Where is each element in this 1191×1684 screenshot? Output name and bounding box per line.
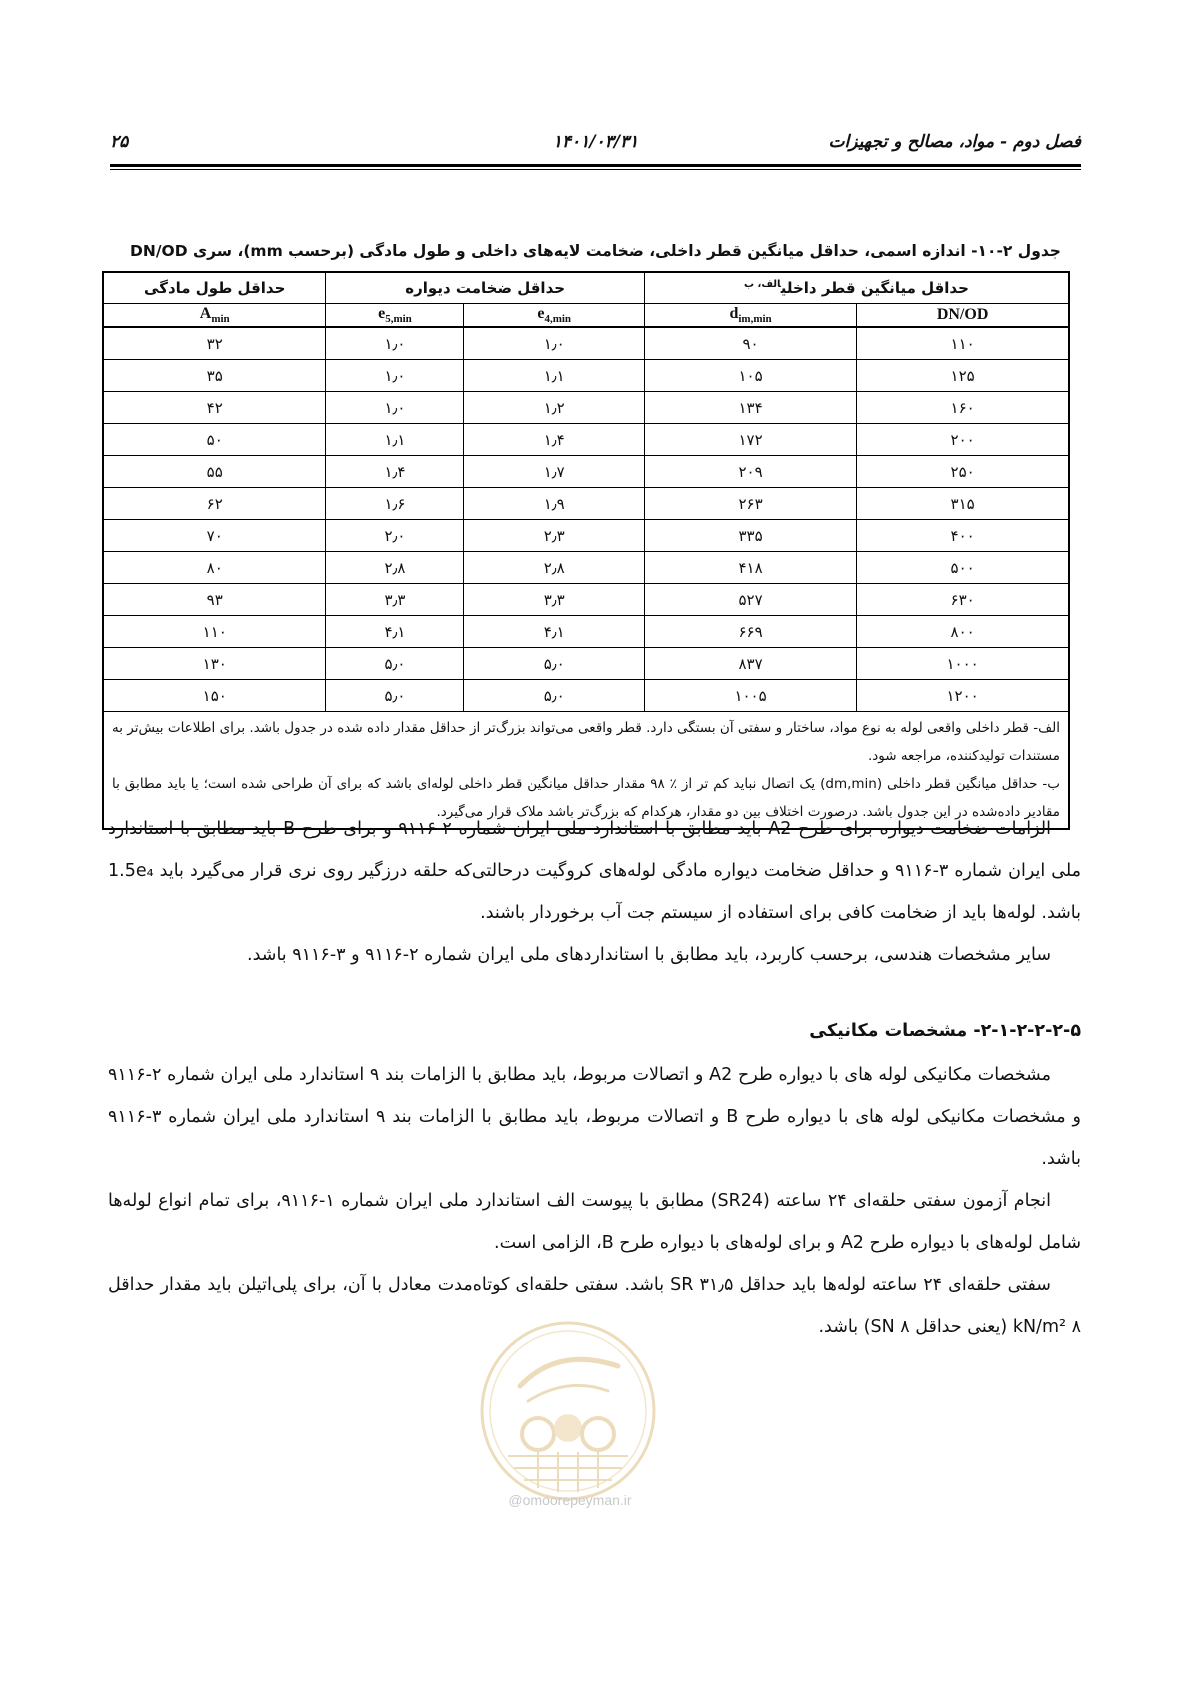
table-row	[103, 520, 1069, 552]
watermark-site: @omoorepeyman.ir	[508, 1492, 632, 1508]
col-e5-min: $e_{5,min}$	[326, 304, 464, 328]
cell-d: ۱۰۵	[644, 360, 856, 392]
cell-e5: ۱٫۴	[326, 456, 464, 488]
cell-d: ۱۷۲	[644, 424, 856, 456]
cell-e4: ۱٫۴	[464, 424, 644, 456]
page-header	[110, 126, 1081, 166]
cell-e5: ۴٫۱	[326, 616, 464, 648]
body-section-mechanical	[108, 1010, 1081, 1348]
table-row	[103, 648, 1069, 680]
cell-e4: ۱٫۷	[464, 456, 644, 488]
cell-a: ۴۲	[103, 392, 326, 424]
cell-dn: ۵۰۰	[857, 552, 1069, 584]
cell-d: ۹۰	[644, 327, 856, 360]
cell-d: ۱۰۰۵	[644, 680, 856, 712]
cell-dn: ۱۲۵	[857, 360, 1069, 392]
cell-e5: ۱٫۰	[326, 392, 464, 424]
cell-dn: ۴۰۰	[857, 520, 1069, 552]
header-wall-thickness: حداقل ضخامت دیواره	[326, 272, 644, 304]
cell-e5: ۱٫۰	[326, 360, 464, 392]
note-b: ب- حداقل میانگین قطر داخلی (dm,min) یک اتصال نباید کم تر از ٪ ۹۸ مقدار حداقل میانگین قطر داخلی لوله‌ای باشد که برای آن طراحی شده است؛ یا باید مطابق با مقادیر داده‌شده در این جدول باشد. درصورت اختلاف بین دو مقدار، هرکدام که بزرگ‌تر باشد ملاک قرار می‌گیرد.	[112, 776, 1060, 820]
cell-d: ۱۳۴	[644, 392, 856, 424]
cell-d: ۲۶۳	[644, 488, 856, 520]
cell-a: ۱۳۰	[103, 648, 326, 680]
cell-e4: ۱٫۲	[464, 392, 644, 424]
cell-a: ۳۵	[103, 360, 326, 392]
cell-e5: ۵٫۰	[326, 648, 464, 680]
cell-e4: ۱٫۹	[464, 488, 644, 520]
cell-e5: ۱٫۶	[326, 488, 464, 520]
col-dn-od: DN/OD	[857, 304, 1069, 328]
paragraph: سفتی حلقه‌ای ۲۴ ساعته لوله‌ها باید حداقل SR ۳۱٫۵ باشد. سفتی حلقه‌ای کوتاه‌مدت معادل با آن، برای پلی‌اتیلن باید مقدار حداقل ۸ kN/m² (یعنی حداقل SN ۸) باشد.	[108, 1275, 1081, 1337]
cell-d: ۳۳۵	[644, 520, 856, 552]
cell-d: ۸۳۷	[644, 648, 856, 680]
cell-e4: ۳٫۳	[464, 584, 644, 616]
cell-e4: ۲٫۸	[464, 552, 644, 584]
table-row	[103, 488, 1069, 520]
cell-e4: ۵٫۰	[464, 680, 644, 712]
cell-e5: ۲٫۰	[326, 520, 464, 552]
cell-e4: ۲٫۳	[464, 520, 644, 552]
table-row	[103, 424, 1069, 456]
paragraph: سایر مشخصات هندسی، برحسب کاربرد، باید مطابق با استانداردهای ملی ایران شماره ۲-۹۱۱۶ و ۳-۹۱۱۶ باشد.	[247, 945, 1051, 965]
cell-d: ۲۰۹	[644, 456, 856, 488]
cell-e5: ۵٫۰	[326, 680, 464, 712]
cell-dn: ۱۲۰۰	[857, 680, 1069, 712]
header-rule-thin	[110, 169, 1081, 170]
page-number: ۲۵	[110, 132, 129, 152]
paragraph: الزامات ضخامت دیواره برای طرح A2 باید مطابق با استاندارد ملی ایران شماره ۲-۹۱۱۶ و برای طرح B باید مطابق با استاندارد ملی ایران شماره ۳-۹۱۱۶ و حداقل ضخامت دیواره مادگی لوله‌های کروگیت درحالتی‌که حلقه درزگیر روی نری قرار می‌گیرد باید 1.5e₄ باشد. لوله‌ها باید از ضخامت کافی برای استفاده از سیستم جت آب برخوردار باشند.	[108, 819, 1081, 923]
cell-dn: ۲۰۰	[857, 424, 1069, 456]
header-socket-length: حداقل طول مادگی	[103, 272, 326, 304]
cell-e5: ۲٫۸	[326, 552, 464, 584]
paragraph: انجام آزمون سفتی حلقه‌ای ۲۴ ساعته (SR24) مطابق با پیوست الف استاندارد ملی ایران شماره ۱-۹۱۱۶، برای تمام انواع لوله‌ها شامل لوله‌های با دیواره طرح A2 و برای لوله‌های با دیواره طرح B، الزامی است.	[108, 1191, 1081, 1253]
paragraph: مشخصات مکانیکی لوله های با دیواره طرح A2 و اتصالات مربوط، باید مطابق با الزامات بند ۹ استاندارد ملی ایران شماره ۲-۹۱۱۶ و مشخصات مکانیکی لوله های با دیواره طرح B و اتصالات مربوط، باید مطابق با الزامات بند ۹ استاندارد ملی ایران شماره ۳-۹۱۱۶ باشد.	[108, 1065, 1082, 1169]
table-row	[103, 680, 1069, 712]
cell-a: ۹۳	[103, 584, 326, 616]
table-row	[103, 616, 1069, 648]
cell-e4: ۴٫۱	[464, 616, 644, 648]
cell-dn: ۲۵۰	[857, 456, 1069, 488]
chapter-title: فصل دوم - مواد، مصالح و تجهیزات	[828, 132, 1081, 152]
cell-e4: ۱٫۰	[464, 327, 644, 360]
cell-a: ۱۵۰	[103, 680, 326, 712]
cell-e4: ۱٫۱	[464, 360, 644, 392]
cell-d: ۵۲۷	[644, 584, 856, 616]
cell-d: ۶۶۹	[644, 616, 856, 648]
table-caption: جدول ۲-۱۰- اندازه اسمی، حداقل میانگین قطر داخلی، ضخامت لایه‌های داخلی و طول مادگی (برحسب mm)، سری DN/OD	[130, 242, 1061, 260]
table-row	[103, 327, 1069, 360]
col-a-min: $A_{min}$	[103, 304, 326, 328]
section-heading: ۲-۱-۲-۲-۲-۵- مشخصات مکانیکی	[809, 1021, 1081, 1041]
header-inner-diameter: حداقل میانگین قطر داخلی$^{الف، ب}$	[644, 272, 1069, 304]
cell-dn: ۱۱۰	[857, 327, 1069, 360]
cell-a: ۶۲	[103, 488, 326, 520]
cell-e4: ۵٫۰	[464, 648, 644, 680]
table-row	[103, 456, 1069, 488]
cell-e5: ۱٫۱	[326, 424, 464, 456]
cell-e5: ۳٫۳	[326, 584, 464, 616]
cell-dn: ۸۰۰	[857, 616, 1069, 648]
cell-dn: ۶۳۰	[857, 584, 1069, 616]
cell-a: ۸۰	[103, 552, 326, 584]
header-date: ۱۴۰۱/۰۳/۳۱	[552, 132, 639, 152]
body-section-geometry	[108, 808, 1081, 976]
cell-a: ۵۵	[103, 456, 326, 488]
cell-a: ۷۰	[103, 520, 326, 552]
cell-a: ۱۱۰	[103, 616, 326, 648]
dimensions-table	[102, 271, 1070, 830]
header-rule	[110, 164, 1081, 167]
watermark-logo	[468, 1316, 668, 1506]
cell-dn: ۳۱۵	[857, 488, 1069, 520]
cell-a: ۳۲	[103, 327, 326, 360]
cell-dn: ۱۰۰۰	[857, 648, 1069, 680]
cell-dn: ۱۶۰	[857, 392, 1069, 424]
table-row	[103, 552, 1069, 584]
table-row	[103, 360, 1069, 392]
note-a: الف- قطر داخلی واقعی لوله به نوع مواد، ساختار و سفتی آن بستگی دارد. قطر واقعی می‌تواند بزرگ‌تر از حداقل مقدار داده شده در جدول باشد. برای اطلاعات بیش‌تر به مستندات تولیدکننده، مراجعه شود.	[112, 720, 1060, 764]
table-row	[103, 584, 1069, 616]
cell-d: ۴۱۸	[644, 552, 856, 584]
cell-a: ۵۰	[103, 424, 326, 456]
table-row	[103, 392, 1069, 424]
col-d-im-min: $d_{im,min}$	[644, 304, 856, 328]
cell-e5: ۱٫۰	[326, 327, 464, 360]
col-e4-min: $e_{4,min}$	[464, 304, 644, 328]
